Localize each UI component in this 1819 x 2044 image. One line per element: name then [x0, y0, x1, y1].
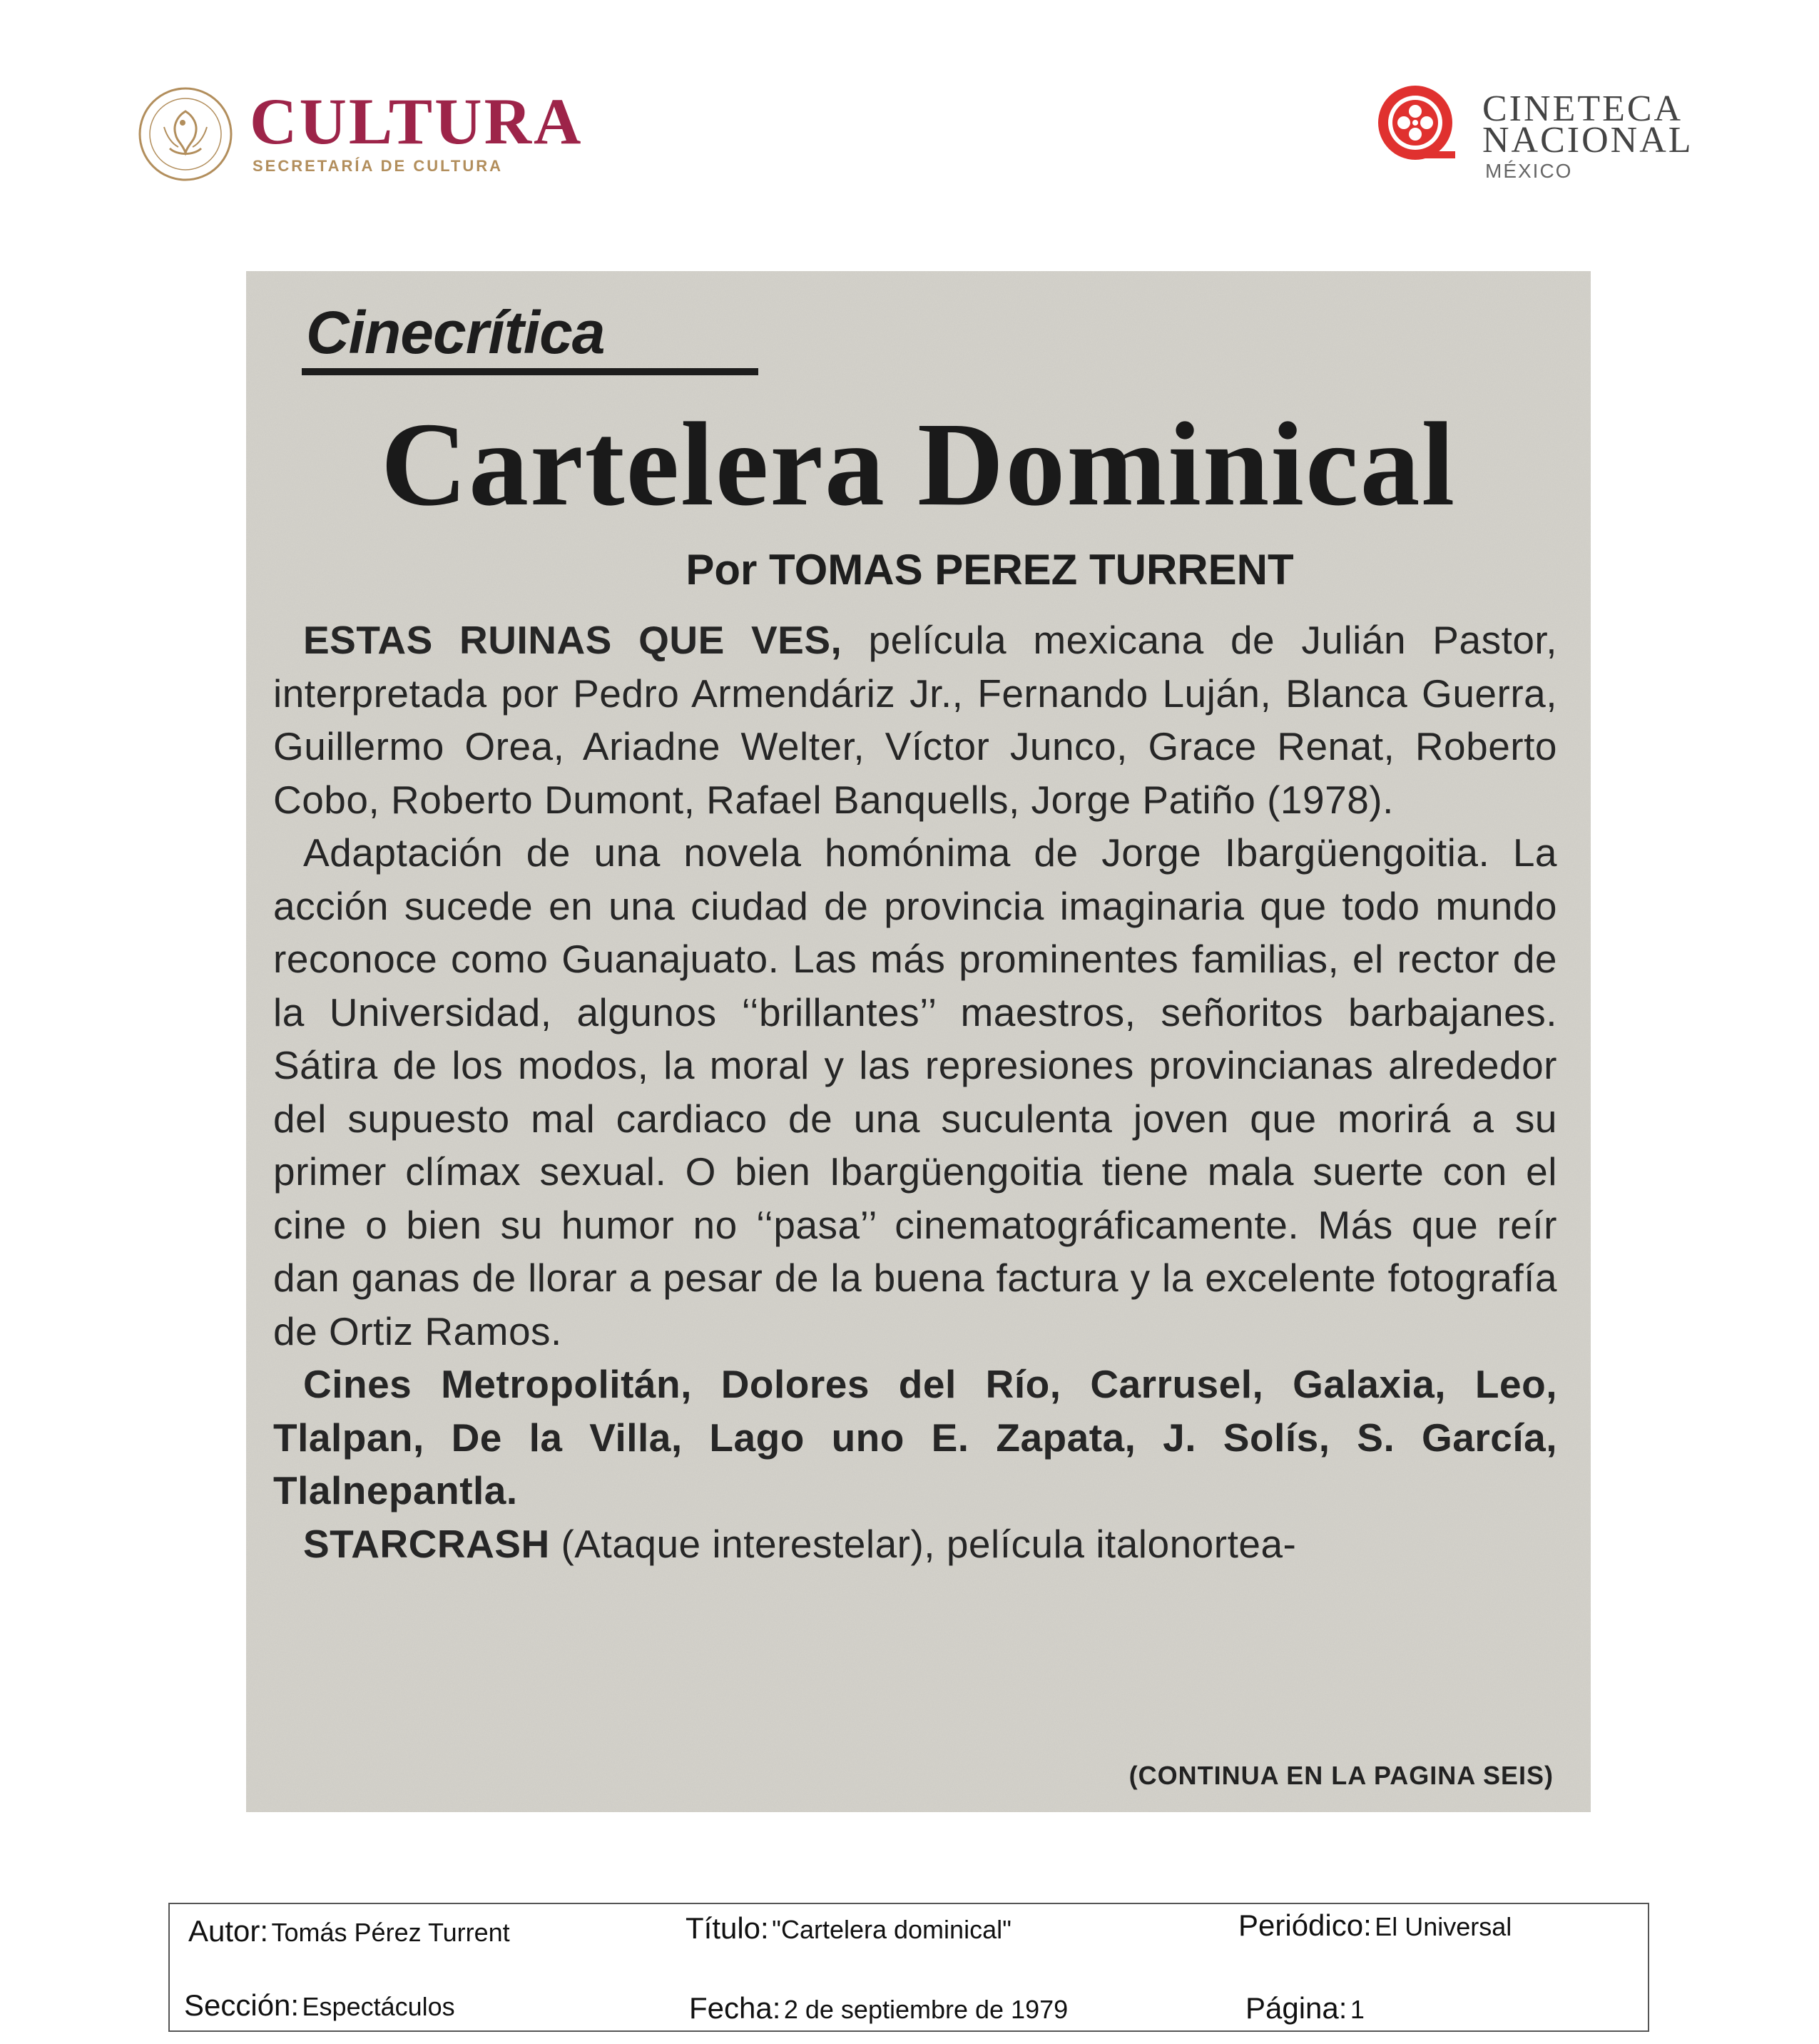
headline: Cartelera Dominical [380, 398, 1457, 531]
date-label: Fecha: [689, 1991, 781, 2025]
byline: Por TOMAS PEREZ TURRENT [686, 546, 1294, 594]
cultura-logo [136, 84, 606, 184]
page-label: Página: [1245, 1991, 1347, 2025]
section-label: Cinecrítica [306, 299, 605, 366]
date-value: 2 de septiembre de 1979 [783, 1995, 1069, 2024]
section-field-label: Sección: [184, 1988, 300, 2022]
newspaper-label: Periódico: [1238, 1908, 1372, 1942]
film-title-2: STARCRASH [303, 1521, 550, 1566]
section-underline [302, 368, 758, 375]
film-reel-icon [1375, 83, 1455, 163]
paragraph-4 [273, 1517, 1557, 1571]
newspaper-field [1238, 1908, 1512, 1943]
section-field [184, 1988, 455, 2023]
paragraph-4-text: (Ataque interestelar), película italonortea- [549, 1521, 1297, 1566]
title-field [686, 1911, 1012, 1946]
coat-of-arms-icon [136, 84, 235, 184]
newspaper-value: El Universal [1375, 1912, 1512, 1941]
cineteca-logo [1375, 83, 1693, 183]
paragraph-1-text: película mexicana de Julián Pastor, interpretada por Pedro Armendáriz Jr., Fernando Luján, Blanca Guerra, Guillermo Orea, Ariadne Welter, Víctor Junco, Grace Renat, Roberto Cobo, Roberto Dumont, Rafael Banquells, Jorge Patiño (1978). [273, 618, 1557, 822]
author-field [188, 1914, 510, 1948]
paragraph-1 [273, 614, 1557, 826]
newspaper-clipping [246, 271, 1591, 1812]
section-field-value: Espectáculos [302, 1992, 455, 2021]
date-field [689, 1991, 1068, 2025]
author-value: Tomás Pérez Turrent [271, 1918, 510, 1947]
paragraph-cinemas: Cines Metropolitán, Dolores del Río, Carrusel, Galaxia, Leo, Tlalpan, De la Villa, Lago uno E. Zapata, J. Solís, S. García, Tlalnepantla. [273, 1362, 1557, 1512]
film-title-1: ESTAS RUINAS QUE VES, [303, 618, 842, 662]
article-body [273, 614, 1557, 1570]
paragraph-2: Adaptación de una novela homónima de Jorge Ibargüengoitia. La acción sucede en una ciudad de provincia imaginaria que todo mundo reconoce como Guanajuato. Las más prominentes familias, el rector de la Universidad, algunos ‘‘brillantes’’ maestros, señoritos barbajanes. Sátira de los modos, la moral y las represiones provincianas alrededor del supuesto mal cardiaco de una suculenta joven que morirá a su primer clímax sexual. O bien Ibargüengoitia tiene mala suerte con el cine o bien su humor no ‘‘pasa’’ cinematográficamente. Más que reír dan ganas de llorar a pesar de la buena factura y la excelente fotografía de Ortiz Ramos. [273, 830, 1557, 1353]
title-value: "Cartelera dominical" [772, 1915, 1012, 1944]
metadata-box [168, 1903, 1649, 2032]
cultura-wordmark: CULTURA [250, 85, 584, 158]
page-value: 1 [1350, 1995, 1365, 2024]
author-label: Autor: [188, 1914, 269, 1948]
title-label: Título: [686, 1911, 769, 1945]
page-field [1245, 1991, 1365, 2025]
cineteca-line2: NACIONAL [1482, 120, 1693, 161]
cultura-subtitle: SECRETARÍA DE CULTURA [253, 157, 504, 175]
cineteca-line1: CINETECA [1482, 88, 1683, 129]
cineteca-country: MÉXICO [1485, 160, 1573, 182]
continued-note: (CONTINUA EN LA PAGINA SEIS) [1128, 1761, 1554, 1790]
